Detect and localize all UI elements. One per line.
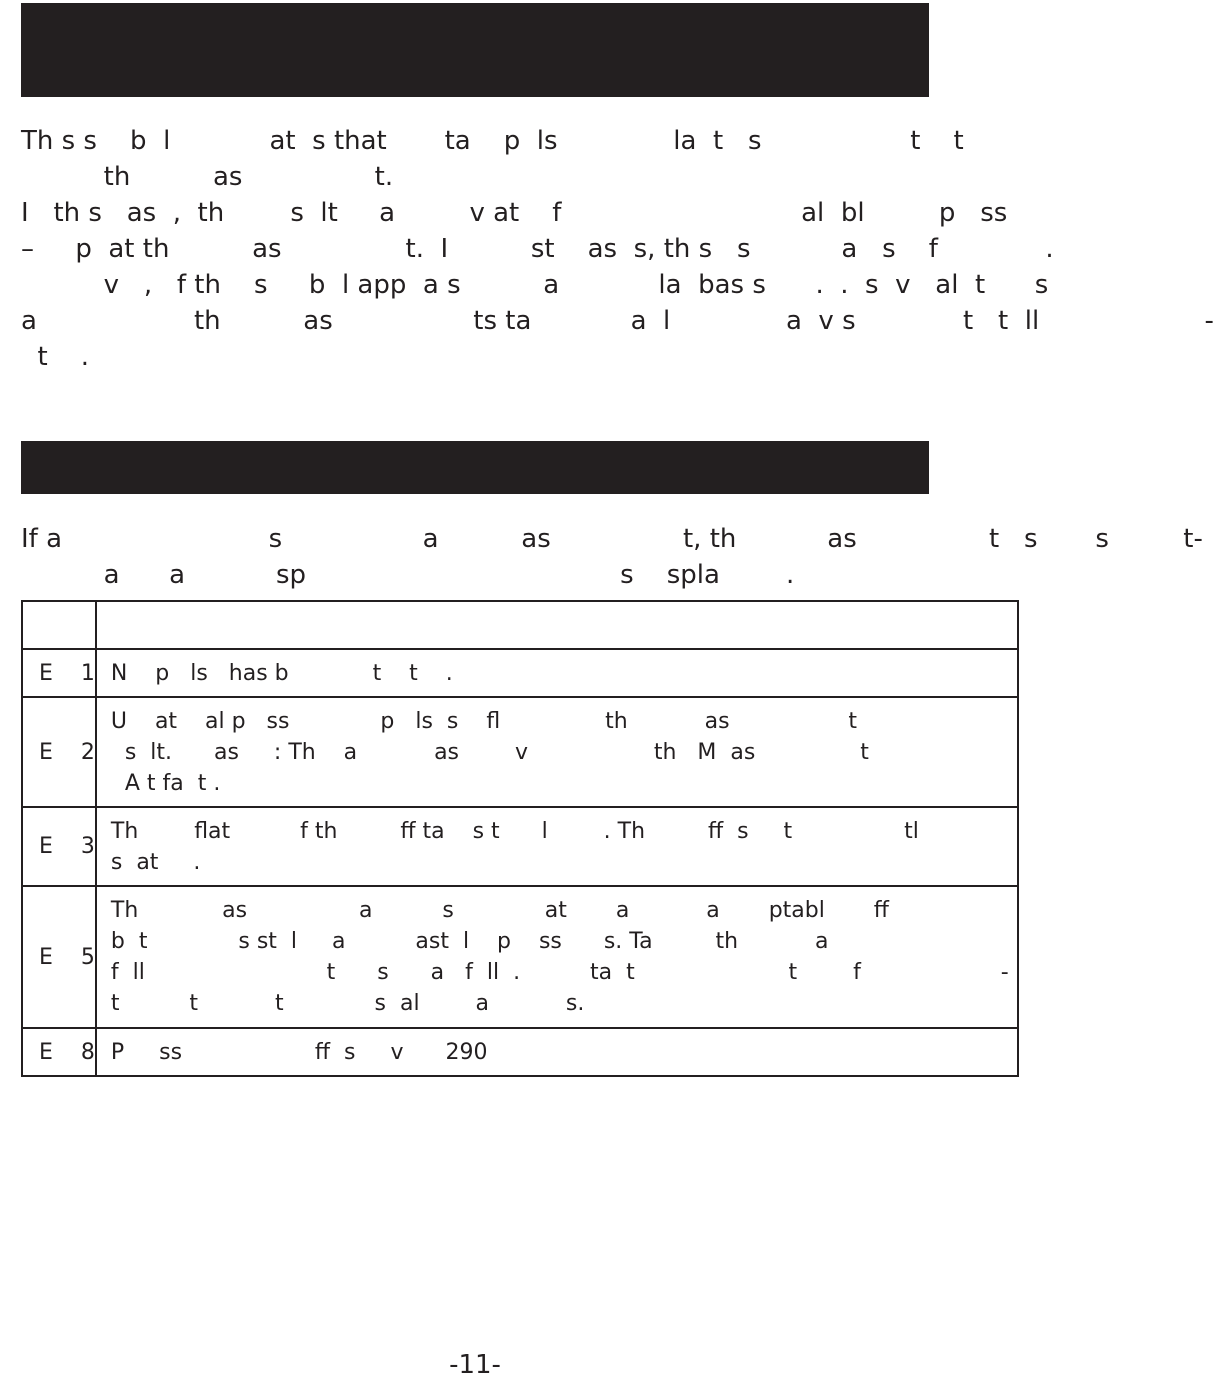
error-description-cell bbox=[96, 649, 1018, 697]
description-line: P ss ff s v 290 bbox=[110, 1039, 488, 1065]
paragraph-line: a a sp s spla . bbox=[21, 560, 795, 590]
error-code-cell: E 1 bbox=[22, 649, 96, 697]
error-description-cell bbox=[96, 886, 1018, 1028]
description-line: Th flat f th ff ta s t l . Th ff s t tl bbox=[110, 818, 919, 844]
paragraph-line: I th s as , th s lt a v at f al bl p ss bbox=[21, 198, 1008, 228]
table-row bbox=[22, 697, 1018, 807]
paragraph-line: v , f th s b l app a s a la bas s . . s v al t s bbox=[21, 270, 1049, 300]
description-line: s lt. as : Th a as v th M as t bbox=[110, 739, 869, 765]
error-description-cell bbox=[96, 697, 1018, 807]
error-code-cell: E 5 bbox=[22, 886, 96, 1028]
table-row bbox=[22, 1028, 1018, 1076]
header-code-cell bbox=[22, 601, 96, 649]
description-line: b t s st l a ast l p ss s. Ta th a bbox=[110, 929, 829, 954]
header-banner-1 bbox=[21, 3, 929, 97]
description-line: N p ls has b t t . bbox=[110, 660, 453, 686]
table-row bbox=[22, 807, 1018, 886]
paragraph-line: Th s s b l at s that ta p ls la t s t t bbox=[21, 126, 964, 156]
description-line: Th as a s at a a ptabl ff bbox=[110, 898, 889, 923]
paragraph-line: t . bbox=[21, 342, 90, 372]
error-code-cell: E 3 bbox=[22, 807, 96, 886]
error-description-cell bbox=[96, 1028, 1018, 1076]
error-code-table bbox=[21, 600, 1019, 1077]
error-code-cell: E 8 bbox=[22, 1028, 96, 1076]
description-line: s at . bbox=[110, 849, 201, 875]
table-row bbox=[22, 649, 1018, 697]
paragraph-line: If a s a as t, th as t s s t- bbox=[21, 524, 1203, 554]
error-code-cell: E 2 bbox=[22, 697, 96, 807]
page-number: -11- bbox=[449, 1350, 501, 1380]
header-banner-2 bbox=[21, 441, 929, 494]
error-intro-paragraph bbox=[21, 521, 1203, 593]
description-line: f ll t s a f ll . ta t t f - bbox=[110, 960, 1009, 985]
paragraph-line: th as t. bbox=[21, 162, 394, 192]
table-header-row bbox=[22, 601, 1018, 649]
table-row bbox=[22, 886, 1018, 1028]
description-line: A t fa t . bbox=[110, 770, 221, 796]
description-line: t t t s al a s. bbox=[110, 991, 585, 1016]
paragraph-line: a th as ts ta a l a v s t t ll - bbox=[21, 306, 1214, 336]
error-description-cell bbox=[96, 807, 1018, 886]
paragraph-line: – p at th as t. I st as s, th s s a s f . bbox=[21, 234, 1054, 264]
header-description-cell bbox=[96, 601, 1018, 649]
description-line: U at al p ss p ls s fl th as t bbox=[110, 708, 858, 734]
intro-paragraph bbox=[21, 123, 1214, 375]
